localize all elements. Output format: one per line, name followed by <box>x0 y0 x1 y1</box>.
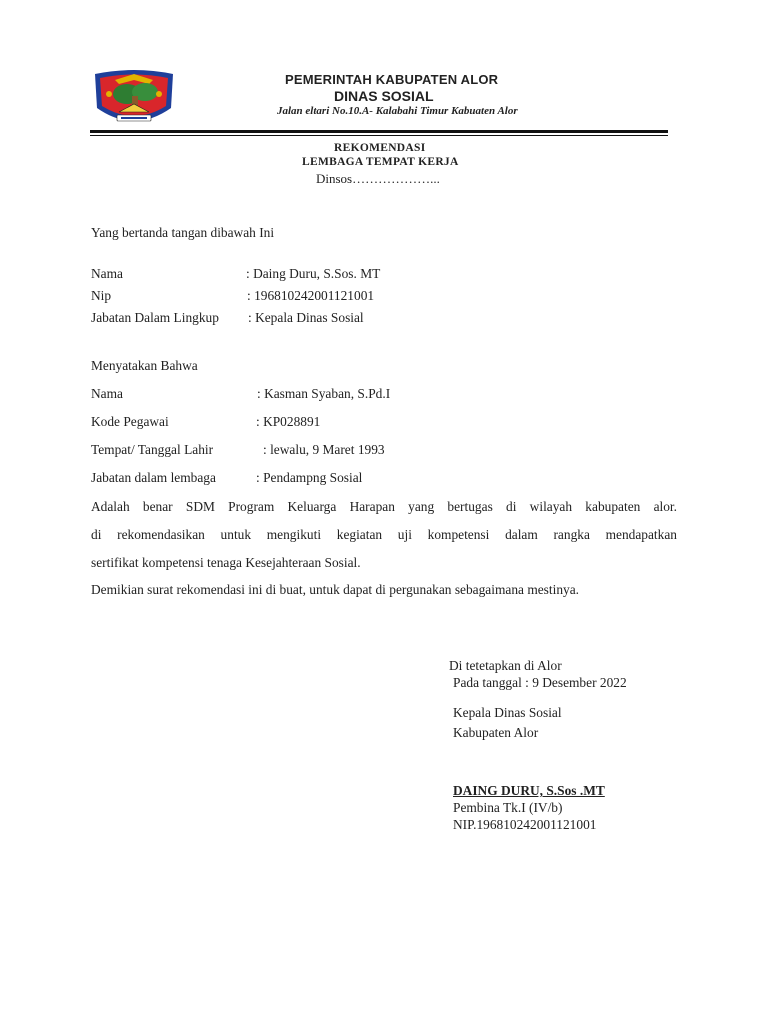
signer-rank: Pembina Tk.I (IV/b) <box>453 800 563 815</box>
letter-number: Dinsos………………... <box>316 171 440 186</box>
header-rule-thick <box>90 130 668 133</box>
letter-title: REKOMENDASI <box>334 142 426 154</box>
subject-position-label: Jabatan dalam lembaga <box>91 470 216 485</box>
header-rule-thin <box>90 135 668 136</box>
subject-name-value: : Kasman Syaban, S.Pd.I <box>257 386 391 401</box>
signer-name-label: Nama <box>91 266 123 281</box>
subject-position-value: : Pendampng Sosial <box>256 470 363 485</box>
signer-nip-value: : 196810242001121001 <box>247 288 375 303</box>
subject-birth-label: Tempat/ Tanggal Lahir <box>91 442 214 457</box>
signer-title: Kepala Dinas Sosial <box>453 705 562 720</box>
body-line-2: di rekomendasikan untuk mengikuti kegiatan uji kompetensi dalam rangka mendapatkan <box>91 527 677 542</box>
signer-position-value: : Kepala Dinas Sosial <box>248 310 364 325</box>
government-name: PEMERINTAH KABUPATEN ALOR <box>285 72 499 87</box>
alor-regency-logo <box>91 68 177 132</box>
signer-region: Kabupaten Alor <box>453 725 539 740</box>
body-line-1: Adalah benar SDM Program Keluarga Harapan yang bertugas di wilayah kabupaten alor. <box>91 499 677 514</box>
office-address: Jalan eltari No.10.A- Kalabahi Timur Kabuaten Alor <box>277 105 518 117</box>
body-line-3: sertifikat kompetensi tenaga Kesejahteraan Sosial. <box>91 555 361 570</box>
declares-text: Menyatakan Bahwa <box>91 358 198 373</box>
subject-code-label: Kode Pegawai <box>91 414 169 429</box>
signer-nip: NIP.196810242001121001 <box>453 817 597 832</box>
signer-name-value: : Daing Duru, S.Sos. MT <box>246 266 381 281</box>
subject-birth-value: : lewalu, 9 Maret 1993 <box>263 442 385 457</box>
issued-place: Di tetetapkan di Alor <box>449 658 562 673</box>
signer-position-label: Jabatan Dalam Lingkup <box>91 310 219 325</box>
signature-name: DAING DURU, S.Sos .MT <box>453 783 605 798</box>
issued-date: Pada tanggal : 9 Desember 2022 <box>453 675 627 690</box>
office-name: DINAS SOSIAL <box>334 88 434 104</box>
intro-text: Yang bertanda tangan dibawah Ini <box>91 225 275 240</box>
signer-nip-label: Nip <box>91 288 112 303</box>
subject-code-value: : KP028891 <box>256 414 321 429</box>
subject-name-label: Nama <box>91 386 123 401</box>
letter-subtitle: LEMBAGA TEMPAT KERJA <box>302 156 459 168</box>
closing-paragraph: Demikian surat rekomendasi ini di buat, untuk dapat di pergunakan sebagaimana mestinya. <box>91 582 580 597</box>
